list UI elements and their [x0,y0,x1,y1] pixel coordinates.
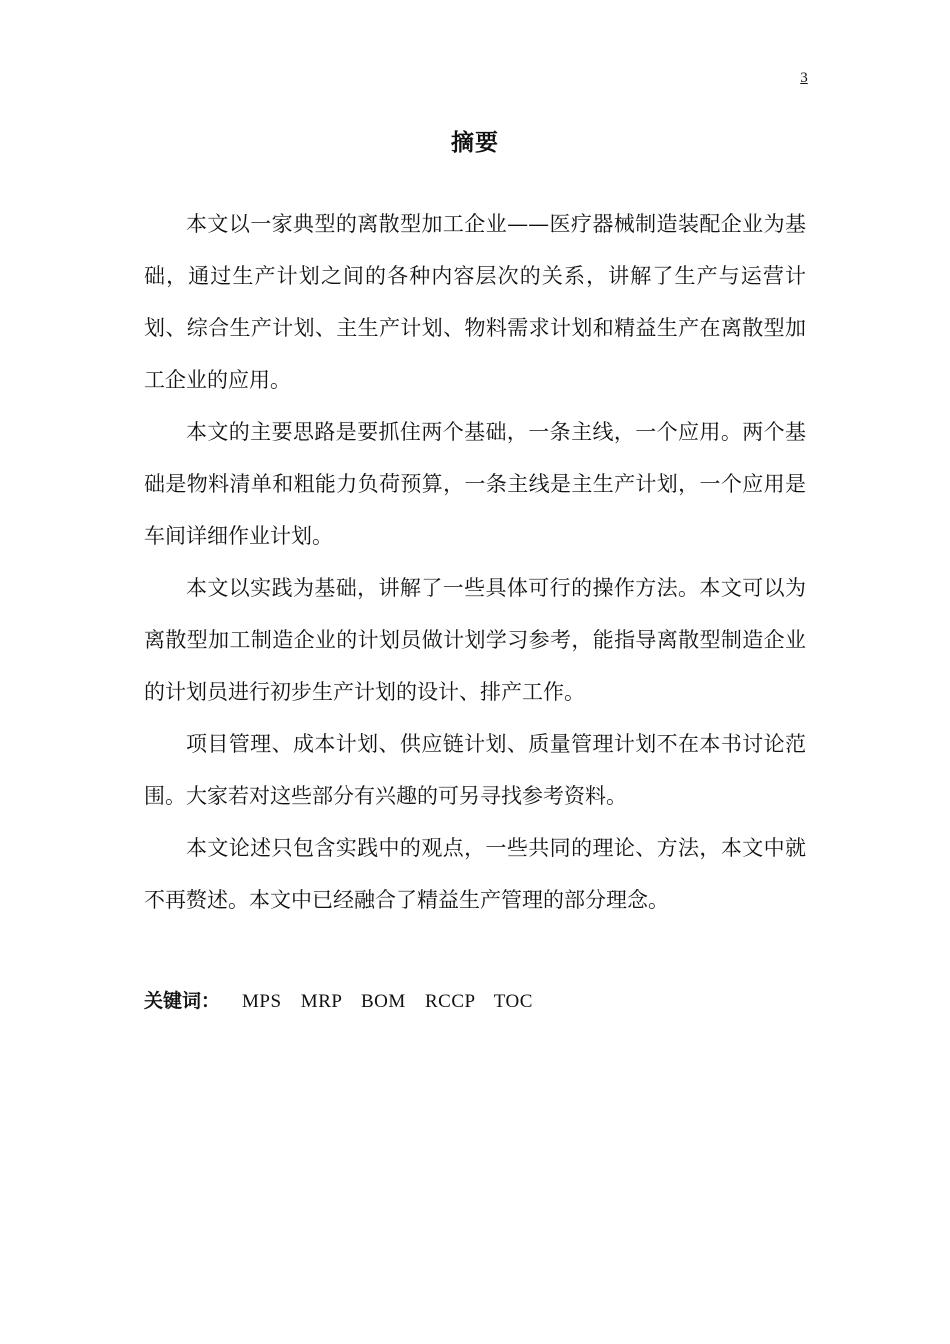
paragraph-2: 本文的主要思路是要抓住两个基础，一条主线，一个应用。两个基础是物料清单和粗能力负荷预算，一条主线是主生产计划，一个应用是车间详细作业计划。 [144,420,806,548]
paragraph-5: 本文论述只包含实践中的观点，一些共同的理论、方法，本文中就不再赘述。本文中已经融合了精益生产管理的部分理念。 [144,836,806,912]
abstract-title: 摘要 [451,130,499,156]
keywords-line [144,986,533,1017]
abstract-body [144,198,806,926]
keywords-values: MPS MRP BOM RCCP TOC [242,991,533,1012]
page-number: 3 [800,70,808,86]
paragraph-1: 本文以一家典型的离散型加工企业——医疗器械制造装配企业为基础，通过生产计划之间的各种内容层次的关系，讲解了生产与运营计划、综合生产计划、主生产计划、物料需求计划和精益生产在离散型加工企业的应用。 [144,212,806,392]
keywords-label: 关键词： [144,990,221,1012]
paragraph-4: 项目管理、成本计划、供应链计划、质量管理计划不在本书讨论范围。大家若对这些部分有兴趣的可另寻找参考资料。 [144,732,806,808]
paragraph-3: 本文以实践为基础，讲解了一些具体可行的操作方法。本文可以为离散型加工制造企业的计划员做计划学习参考，能指导离散型制造企业的计划员进行初步生产计划的设计、排产工作。 [144,576,806,704]
